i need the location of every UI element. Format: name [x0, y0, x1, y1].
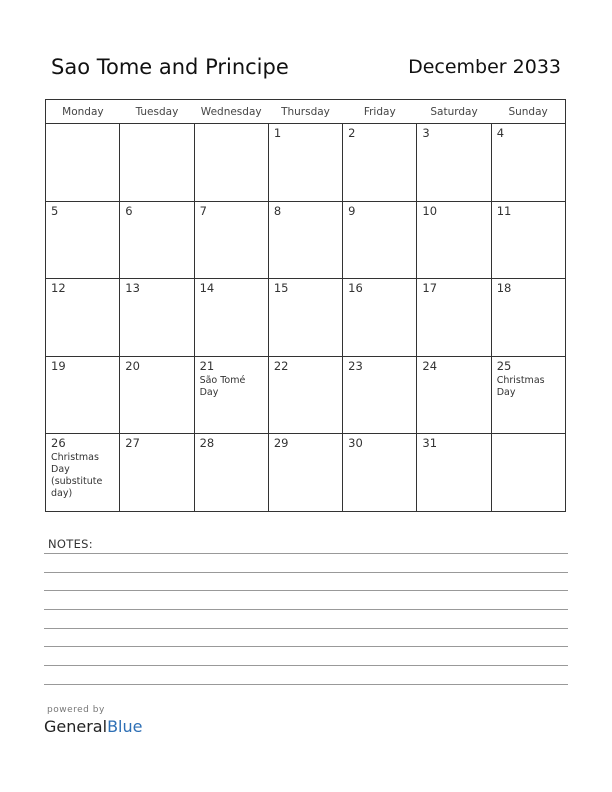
brand-blue: Blue	[107, 717, 143, 736]
weekday-header: Monday	[46, 100, 120, 124]
day-cell	[194, 201, 268, 279]
week-row	[46, 201, 566, 279]
day-number: 27	[125, 436, 140, 451]
day-number: 4	[496, 126, 505, 140]
day-cell	[46, 434, 120, 512]
day-number: 16	[348, 281, 363, 296]
day-number: 12	[51, 281, 66, 296]
generalblue-logo	[44, 717, 142, 736]
day-number: 7	[199, 203, 207, 218]
day-cell	[417, 356, 491, 434]
day-number: 19	[51, 358, 66, 373]
day-cell	[120, 124, 194, 202]
day-number: 21	[199, 358, 215, 373]
holiday-label: Christmas Day	[496, 374, 545, 398]
day-number: 28	[199, 436, 215, 451]
day-number: 14	[199, 281, 215, 296]
day-cell	[268, 356, 342, 434]
day-cell	[268, 201, 342, 279]
notes-line	[44, 646, 568, 647]
notes-label: NOTES:	[48, 537, 93, 551]
day-number: 31	[422, 436, 438, 451]
day-cell	[343, 356, 417, 434]
day-cell	[268, 279, 342, 357]
month-title: December 2033	[408, 56, 561, 78]
notes-line	[44, 665, 568, 666]
day-cell	[46, 356, 120, 434]
day-cell	[417, 279, 491, 357]
notes-line	[44, 609, 568, 610]
day-cell	[491, 434, 565, 512]
weekday-header: Thursday	[268, 100, 342, 124]
weekday-header: Saturday	[417, 100, 491, 124]
day-number: 24	[422, 358, 438, 373]
holiday-label: Christmas Day (substitute day)	[51, 452, 103, 500]
day-number: 9	[348, 203, 356, 218]
day-cell	[491, 124, 565, 202]
notes-line	[44, 590, 568, 591]
day-number: 23	[348, 358, 363, 373]
day-cell	[120, 279, 194, 357]
day-number: 25	[496, 358, 512, 373]
day-number: 11	[496, 203, 512, 218]
day-cell	[46, 201, 120, 279]
day-number: 17	[422, 281, 438, 296]
day-cell	[343, 124, 417, 202]
day-cell	[120, 356, 194, 434]
weekday-header: Tuesday	[120, 100, 194, 124]
notes-line	[44, 553, 568, 554]
day-cell	[194, 279, 268, 357]
day-cell	[268, 434, 342, 512]
day-number: 18	[496, 281, 512, 296]
week-row	[46, 279, 566, 357]
weekday-header: Wednesday	[194, 100, 268, 124]
day-number: 29	[273, 436, 289, 451]
notes-line	[44, 628, 568, 629]
weekday-header: Friday	[343, 100, 417, 124]
day-number: 20	[125, 358, 140, 373]
brand-general: General	[44, 717, 108, 736]
day-number: 22	[273, 358, 289, 373]
country-title: Sao Tome and Principe	[51, 55, 289, 79]
day-cell	[343, 279, 417, 357]
day-number: 5	[51, 203, 59, 218]
day-cell	[343, 434, 417, 512]
day-number: 6	[125, 203, 133, 218]
calendar-grid	[45, 99, 566, 512]
day-cell	[194, 124, 268, 202]
powered-by-text: powered by	[47, 705, 105, 715]
day-cell	[491, 201, 565, 279]
day-number: 1	[273, 126, 282, 140]
day-cell	[491, 356, 565, 434]
day-number: 3	[422, 126, 430, 140]
day-cell	[194, 356, 268, 434]
day-number: 13	[125, 281, 140, 296]
day-number: 15	[273, 281, 289, 296]
notes-line	[44, 684, 568, 685]
week-row	[46, 124, 566, 202]
day-cell	[268, 124, 342, 202]
day-cell	[417, 124, 491, 202]
day-cell	[417, 201, 491, 279]
day-cell	[46, 124, 120, 202]
week-row	[46, 434, 566, 512]
day-cell	[343, 201, 417, 279]
day-number: 30	[348, 436, 363, 451]
weekday-header: Sunday	[491, 100, 565, 124]
weekday-header-row	[46, 100, 566, 124]
holiday-label: São Tomé Day	[199, 374, 246, 398]
week-row	[46, 356, 566, 434]
day-cell	[417, 434, 491, 512]
day-number: 2	[348, 126, 356, 140]
day-number: 10	[422, 203, 438, 218]
day-cell	[120, 434, 194, 512]
day-cell	[194, 434, 268, 512]
day-cell	[120, 201, 194, 279]
day-cell	[491, 279, 565, 357]
notes-line	[44, 572, 568, 573]
day-number: 26	[51, 436, 66, 451]
day-cell	[46, 279, 120, 357]
day-number: 8	[273, 203, 282, 218]
